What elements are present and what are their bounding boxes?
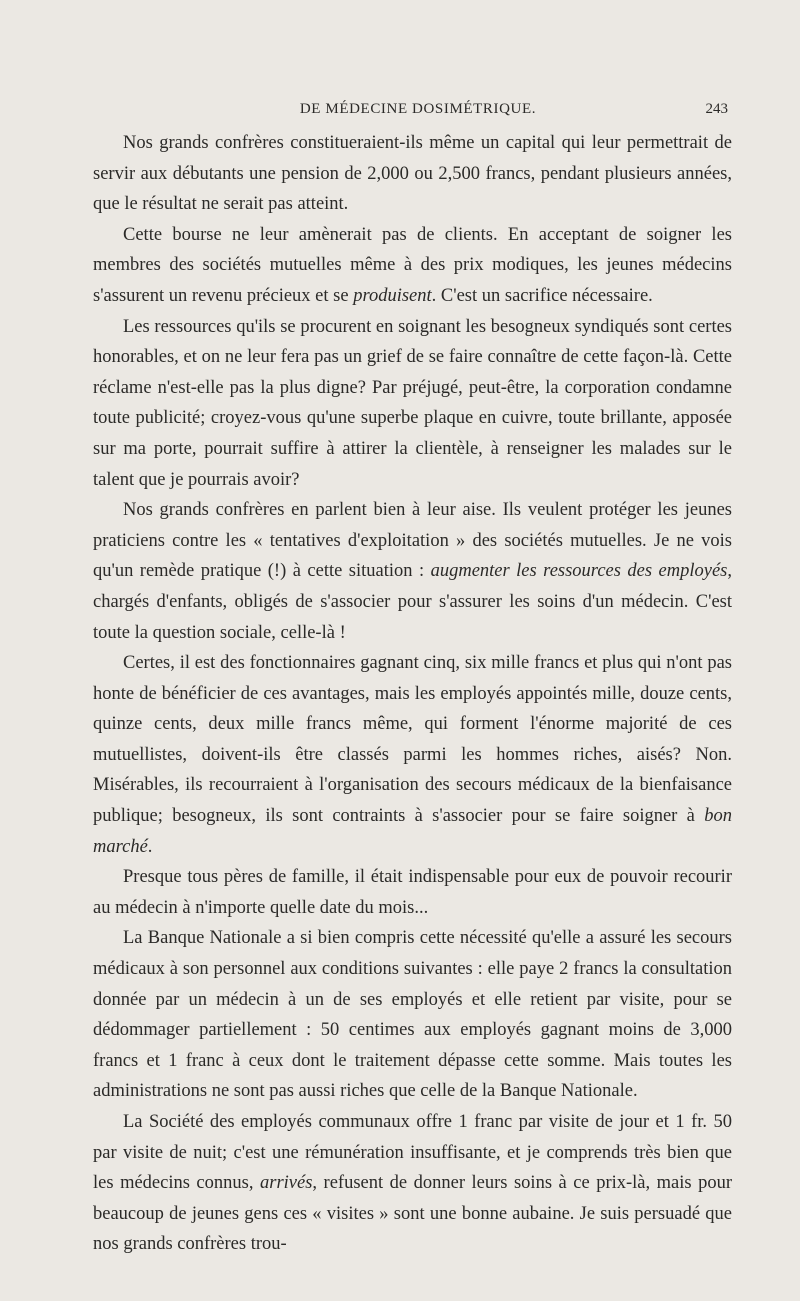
text-run: Nos grands confrères en parlent bien à leur aise. Ils veulent protéger les jeunes praticiens contre les « tentatives d'exploitation » des sociétés mutuelles. Je ne vois qu'un remède pratique (!) à cette situation : [93,500,732,582]
text-run: . [147,836,153,857]
paragraph [93,128,732,220]
paragraph [93,648,732,862]
paragraph [93,312,732,496]
italic-text: augmenter les ressources des employés [430,561,728,582]
text-run: La Banque Nationale a si bien compris cette nécessité qu'elle a assuré les secours médicaux à son personnel aux conditions suivantes : elle paye 2 francs la consultation donnée par un médecin à un de ses employés et elle retient par visite, pour se dédommager partiellement : 50 centimes aux employés gagnant moins de 3,000 francs et 1 franc à ceux dont le traitement dépasse cette somme. Mais toutes les administrations ne sont pas aussi riches que celle de la Banque Nationale. [93,928,732,1102]
text-run: Cette bourse ne leur amènerait pas de clients. En acceptant de soigner les membres des sociétés mutuelles même à des prix modiques, les jeunes médecins s'assurent un revenu précieux et se [93,224,732,306]
running-title: DE MÉDECINE DOSIMÉTRIQUE. [299,101,537,117]
running-header [108,101,728,123]
text-run: . C'est un sacrifice nécessaire. [431,285,653,306]
paragraph [93,862,732,923]
paragraph [93,220,732,312]
italic-text: produisent [353,285,432,306]
paragraph [93,495,732,648]
paragraph [93,923,732,1107]
text-run: Certes, il est des fonctionnaires gagnant cinq, six mille francs et plus qui n'ont pas honte de bénéficier de ces avantages, mais les employés appointés mille, douze cents, quinze cents, deux mille francs même, qui forment l'énorme majorité de ces mutuellistes, doivent-ils être classés parmi les hommes riches, aisés? Non. Misérables, ils recourraient à l'organisation des secours médicaux de la bienfaisance publique; besogneux, ils sont contraints à s'associer pour se faire soigner à [93,653,732,827]
text-run: Nos grands confrères constitueraient-ils même un capital qui leur permettrait de servir aux débutants une pension de 2,000 ou 2,500 francs, pendant plusieurs années, que le résultat ne serait pas atteint. [93,133,732,215]
paragraph [93,1107,732,1260]
text-run: , chargés d'enfants, obligés de s'associer pour s'assurer les soins d'un médecin. C'est toute la question sociale, celle-là ! [93,561,732,643]
text-run: , refusent de donner leurs soins à ce prix-là, mais pour beaucoup de jeunes gens ces « visites » sont une bonne aubaine. Je suis persuadé que nos grands confrères trou- [93,1173,733,1255]
text-run: Presque tous pères de famille, il était indispensable pour eux de pouvoir recourir au médecin à n'importe quelle date du mois... [93,867,732,918]
body-text [93,128,732,1260]
italic-text: arrivés [260,1173,313,1194]
text-run: La Société des employés communaux offre 1 franc par visite de jour et 1 fr. 50 par visite de nuit; c'est une rémunération insuffisante, et je comprends très bien que les médecins connus, [93,1112,732,1194]
text-run: Les ressources qu'ils se procurent en soignant les besogneux syndiqués sont certes honorables, et on ne leur fera pas un grief de se faire connaître de cette façon-là. Cette réclame n'est-elle pas la plus digne? Par préjugé, peut-être, la corporation condamne toute publicité; croyez-vous qu'une superbe plaque en cuivre, toute brillante, apposée sur ma porte, pourrait suffire à attirer la clientèle, à renseigner les malades sur le talent que je pourrais avoir? [93,316,732,490]
page-number: 243 [705,101,728,117]
italic-text: bon marché [93,806,732,857]
